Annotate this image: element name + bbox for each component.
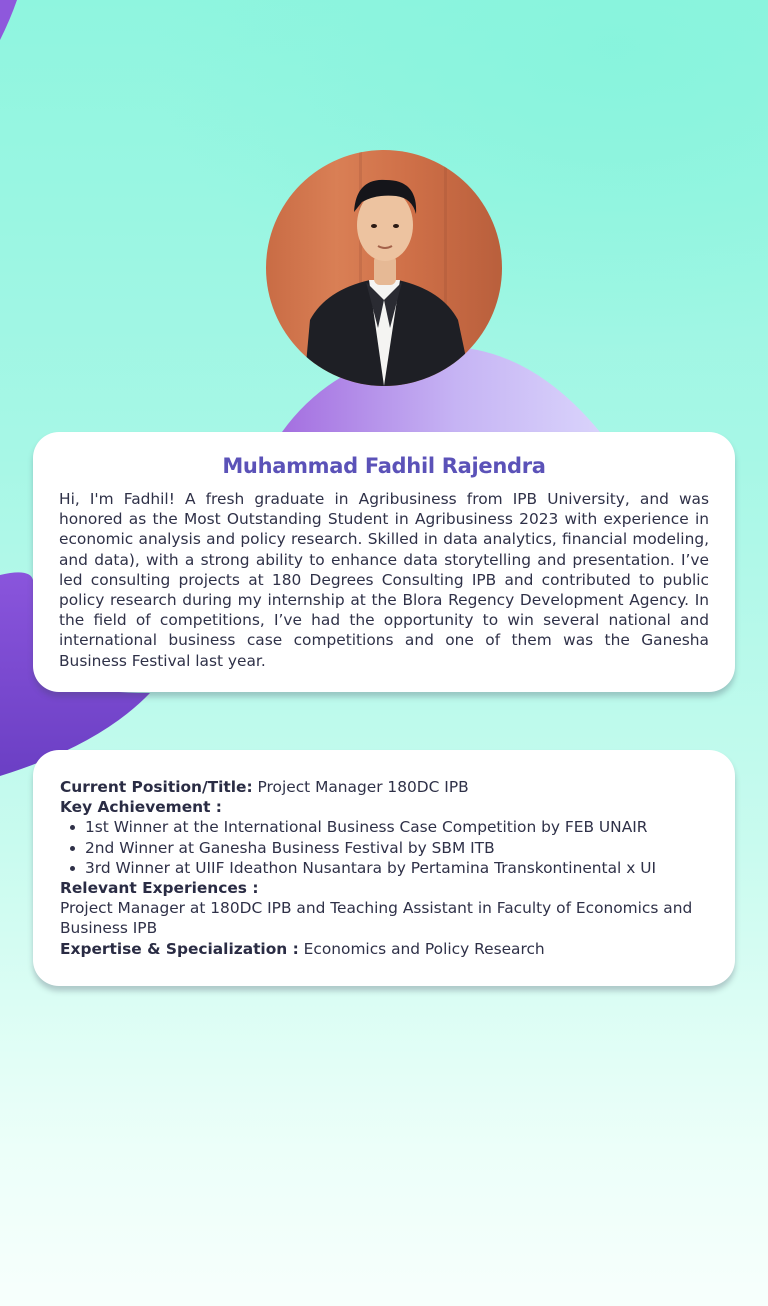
experience-value: Project Manager at 180DC IPB and Teaching Assistant in Faculty of Economics and Business IPB [60, 899, 693, 938]
position-value: Project Manager 180DC IPB [257, 778, 469, 796]
position-row [60, 777, 715, 797]
expertise-label: Expertise & Specialization : [60, 939, 299, 958]
list-item: 1st Winner at the International Business Case Competition by FEB UNAIR [70, 817, 715, 837]
profile-bio: Hi, I'm Fadhil! A fresh graduate in Agribusiness from IPB University, and was honored as the Most Outstanding Student in Agribusiness 2023 with experience in economic analysis and policy research. Skilled in data analytics, financial modeling, and data), with a strong ability to enhance data storytelling and presentation. I’ve led consulting projects at 180 Degrees Consulting IPB and contributed to public policy research during my internship at the Blora Regency Development Agency. In the field of competitions, I’ve had the opportunity to win several national and international business case competitions and one of them was the Ganesha Business Festival last year. [59, 490, 709, 670]
list-item: 3rd Winner at UIIF Ideathon Nusantara by Pertamina Transkontinental x UI [70, 858, 715, 878]
expertise-value: Economics and Policy Research [303, 939, 545, 958]
list-item: 2nd Winner at Ganesha Business Festival by SBM ITB [70, 838, 715, 858]
bio-card [33, 432, 735, 692]
experience-heading [60, 878, 715, 898]
avatar-portrait-icon [266, 150, 502, 386]
position-label: Current Position/Title: [60, 778, 253, 796]
details-card [33, 750, 735, 986]
expertise-row [60, 939, 715, 959]
achievement-list [60, 817, 715, 878]
profile-name: Muhammad Fadhil Rajendra [222, 454, 546, 478]
achievement-heading [60, 797, 715, 817]
profile-avatar [266, 150, 502, 386]
achievement-label: Key Achievement : [60, 798, 222, 817]
experience-label: Relevant Experiences : [60, 879, 259, 898]
